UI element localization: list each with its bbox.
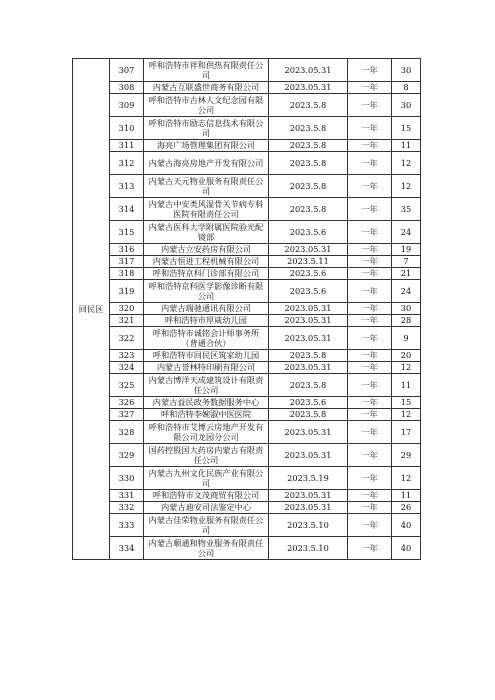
count-cell: 19 <box>392 244 421 256</box>
row-number-cell: 309 <box>110 94 144 117</box>
count-cell: 30 <box>392 94 421 117</box>
date-cell: 2023.5.6 <box>269 280 348 303</box>
company-name-cell: 国药控股国大药房内蒙古有限责任公司 <box>144 444 269 467</box>
company-name-cell: 呼和浩特市厚威幼儿园 <box>144 315 269 327</box>
table-row <box>73 467 421 490</box>
date-cell: 2023.05.31 <box>269 315 348 327</box>
table-row <box>73 350 421 362</box>
table-row <box>73 327 421 350</box>
table-row <box>73 140 421 152</box>
table-row <box>73 421 421 444</box>
term-cell: 一年 <box>348 537 392 560</box>
date-cell: 2023.05.31 <box>269 490 348 502</box>
count-cell: 24 <box>392 280 421 303</box>
date-cell: 2023.5.8 <box>269 175 348 198</box>
row-number-cell: 326 <box>110 397 144 409</box>
company-name-cell: 海亮广场管理集团有限公司 <box>144 140 269 152</box>
date-cell: 2023.05.31 <box>269 421 348 444</box>
term-cell: 一年 <box>348 350 392 362</box>
company-name-cell: 内蒙古九州文化民族产业有限公司 <box>144 467 269 490</box>
table-row <box>73 409 421 421</box>
term-cell: 一年 <box>348 280 392 303</box>
row-number-cell: 324 <box>110 362 144 374</box>
term-cell: 一年 <box>348 514 392 537</box>
table-row <box>73 502 421 514</box>
date-cell: 2023.05.31 <box>269 82 348 94</box>
count-cell: 21 <box>392 268 421 280</box>
table-row <box>73 198 421 221</box>
company-name-cell: 内蒙古顺通和物业服务有限责任公司 <box>144 537 269 560</box>
date-cell: 2023.5.8 <box>269 409 348 421</box>
term-cell: 一年 <box>348 94 392 117</box>
count-cell: 12 <box>392 362 421 374</box>
company-name-cell: 呼和浩特京科门诊部有限公司 <box>144 268 269 280</box>
row-number-cell: 311 <box>110 140 144 152</box>
table-row <box>73 280 421 303</box>
date-cell: 2023.5.8 <box>269 117 348 140</box>
term-cell: 一年 <box>348 409 392 421</box>
term-cell: 一年 <box>348 315 392 327</box>
row-number-cell: 307 <box>110 59 144 82</box>
term-cell: 一年 <box>348 268 392 280</box>
table-row <box>73 175 421 198</box>
table-row <box>73 490 421 502</box>
date-cell: 2023.5.10 <box>269 537 348 560</box>
company-name-cell: 内蒙古医科大学附属医院验光配镜部 <box>144 221 269 244</box>
row-number-cell: 323 <box>110 350 144 362</box>
row-number-cell: 330 <box>110 467 144 490</box>
row-number-cell: 319 <box>110 280 144 303</box>
count-cell: 12 <box>392 467 421 490</box>
term-cell: 一年 <box>348 198 392 221</box>
row-number-cell: 331 <box>110 490 144 502</box>
company-name-cell: 内蒙古海亮房地产开发有限公司 <box>144 152 269 175</box>
table-row <box>73 444 421 467</box>
count-cell: 17 <box>392 421 421 444</box>
table-row <box>73 268 421 280</box>
date-cell: 2023.05.31 <box>269 327 348 350</box>
term-cell: 一年 <box>348 490 392 502</box>
table-row <box>73 82 421 94</box>
count-cell: 40 <box>392 514 421 537</box>
count-cell: 7 <box>392 256 421 268</box>
term-cell: 一年 <box>348 244 392 256</box>
term-cell: 一年 <box>348 374 392 397</box>
company-name-cell: 内蒙古迪安司法鉴定中心 <box>144 502 269 514</box>
term-cell: 一年 <box>348 444 392 467</box>
company-name-cell: 呼和浩特京科医学影像诊断有限公司 <box>144 280 269 303</box>
date-cell: 2023.5.8 <box>269 198 348 221</box>
term-cell: 一年 <box>348 502 392 514</box>
date-cell: 2023.05.31 <box>269 244 348 256</box>
row-number-cell: 333 <box>110 514 144 537</box>
row-number-cell: 312 <box>110 152 144 175</box>
count-cell: 11 <box>392 490 421 502</box>
count-cell: 30 <box>392 303 421 315</box>
row-number-cell: 308 <box>110 82 144 94</box>
table-row <box>73 244 421 256</box>
row-number-cell: 315 <box>110 221 144 244</box>
count-cell: 30 <box>392 59 421 82</box>
table-row <box>73 362 421 374</box>
date-cell: 2023.5.6 <box>269 221 348 244</box>
row-number-cell: 328 <box>110 421 144 444</box>
table-row <box>73 221 421 244</box>
company-name-cell: 呼和浩特市诚铭会计师事务所（普通合伙） <box>144 327 269 350</box>
table-row <box>73 94 421 117</box>
date-cell: 2023.5.8 <box>269 140 348 152</box>
term-cell: 一年 <box>348 256 392 268</box>
date-cell: 2023.5.6 <box>269 397 348 409</box>
count-cell: 12 <box>392 175 421 198</box>
term-cell: 一年 <box>348 303 392 315</box>
term-cell: 一年 <box>348 117 392 140</box>
date-cell: 2023.05.31 <box>269 303 348 315</box>
term-cell: 一年 <box>348 140 392 152</box>
term-cell: 一年 <box>348 152 392 175</box>
count-cell: 15 <box>392 117 421 140</box>
count-cell: 20 <box>392 350 421 362</box>
count-cell: 11 <box>392 140 421 152</box>
table-body <box>73 59 421 560</box>
company-name-cell: 内蒙古瑞驰通讯有限公司 <box>144 303 269 315</box>
table-row <box>73 374 421 397</box>
count-cell: 12 <box>392 152 421 175</box>
term-cell: 一年 <box>348 421 392 444</box>
term-cell: 一年 <box>348 82 392 94</box>
count-cell: 26 <box>392 502 421 514</box>
company-name-cell: 呼和浩特市文茂商贸有限公司 <box>144 490 269 502</box>
row-number-cell: 327 <box>110 409 144 421</box>
district-cell: 回民区 <box>73 59 110 560</box>
date-cell: 2023.5.19 <box>269 467 348 490</box>
date-cell: 2023.5.8 <box>269 374 348 397</box>
row-number-cell: 314 <box>110 198 144 221</box>
date-cell: 2023.05.31 <box>269 502 348 514</box>
company-name-cell: 内蒙古互联盛世商务有限公司 <box>144 82 269 94</box>
count-cell: 8 <box>392 82 421 94</box>
row-number-cell: 332 <box>110 502 144 514</box>
count-cell: 12 <box>392 409 421 421</box>
date-cell: 2023.5.8 <box>269 152 348 175</box>
row-number-cell: 318 <box>110 268 144 280</box>
count-cell: 24 <box>392 221 421 244</box>
company-name-cell: 呼和浩特市回民区筑家幼儿园 <box>144 350 269 362</box>
row-number-cell: 313 <box>110 175 144 198</box>
date-cell: 2023.5.8 <box>269 350 348 362</box>
company-name-cell: 内蒙古中安类风湿骨关节病专科医院有限责任公司 <box>144 198 269 221</box>
row-number-cell: 325 <box>110 374 144 397</box>
company-name-cell: 内蒙古誉林特印刷有限公司 <box>144 362 269 374</box>
date-cell: 2023.05.31 <box>269 444 348 467</box>
table-row <box>73 59 421 82</box>
row-number-cell: 329 <box>110 444 144 467</box>
date-cell: 2023.05.31 <box>269 362 348 374</box>
company-name-cell: 呼和浩特李婉淑中医医院 <box>144 409 269 421</box>
company-name-cell: 呼和浩特市祥和供热有限责任公司 <box>144 59 269 82</box>
count-cell: 9 <box>392 327 421 350</box>
company-name-cell: 呼和浩特市艾博云房地产开发有限公司龙园分公司 <box>144 421 269 444</box>
table-row <box>73 537 421 560</box>
table-row <box>73 152 421 175</box>
term-cell: 一年 <box>348 221 392 244</box>
term-cell: 一年 <box>348 175 392 198</box>
date-cell: 2023.5.8 <box>269 94 348 117</box>
company-name-cell: 内蒙古博洋天成建筑设计有限责任公司 <box>144 374 269 397</box>
company-name-cell: 内蒙古天元物业服务有限责任公司 <box>144 175 269 198</box>
term-cell: 一年 <box>348 467 392 490</box>
count-cell: 29 <box>392 444 421 467</box>
table-row <box>73 303 421 315</box>
enterprise-table <box>72 58 421 560</box>
term-cell: 一年 <box>348 327 392 350</box>
date-cell: 2023.5.10 <box>269 514 348 537</box>
document-page <box>72 58 420 560</box>
row-number-cell: 310 <box>110 117 144 140</box>
company-name-cell: 内蒙古恒进工程机械有限公司 <box>144 256 269 268</box>
table-row <box>73 256 421 268</box>
term-cell: 一年 <box>348 59 392 82</box>
row-number-cell: 321 <box>110 315 144 327</box>
company-name-cell: 内蒙古立安药房有限公司 <box>144 244 269 256</box>
company-name-cell: 内蒙古佳荣物业服务有限责任公司 <box>144 514 269 537</box>
date-cell: 2023.05.31 <box>269 59 348 82</box>
row-number-cell: 320 <box>110 303 144 315</box>
count-cell: 35 <box>392 198 421 221</box>
table-row <box>73 514 421 537</box>
count-cell: 15 <box>392 397 421 409</box>
row-number-cell: 322 <box>110 327 144 350</box>
count-cell: 28 <box>392 315 421 327</box>
table-row <box>73 397 421 409</box>
term-cell: 一年 <box>348 362 392 374</box>
count-cell: 40 <box>392 537 421 560</box>
company-name-cell: 呼和浩特市励志信息技术有限公司 <box>144 117 269 140</box>
date-cell: 2023.5.11 <box>269 256 348 268</box>
term-cell: 一年 <box>348 397 392 409</box>
date-cell: 2023.5.6 <box>269 268 348 280</box>
row-number-cell: 316 <box>110 244 144 256</box>
table-row <box>73 117 421 140</box>
row-number-cell: 317 <box>110 256 144 268</box>
count-cell: 11 <box>392 374 421 397</box>
row-number-cell: 334 <box>110 537 144 560</box>
company-name-cell: 内蒙古益民政务数据服务中心 <box>144 397 269 409</box>
company-name-cell: 呼和浩特市古林人文纪念园有限公司 <box>144 94 269 117</box>
table-row <box>73 315 421 327</box>
